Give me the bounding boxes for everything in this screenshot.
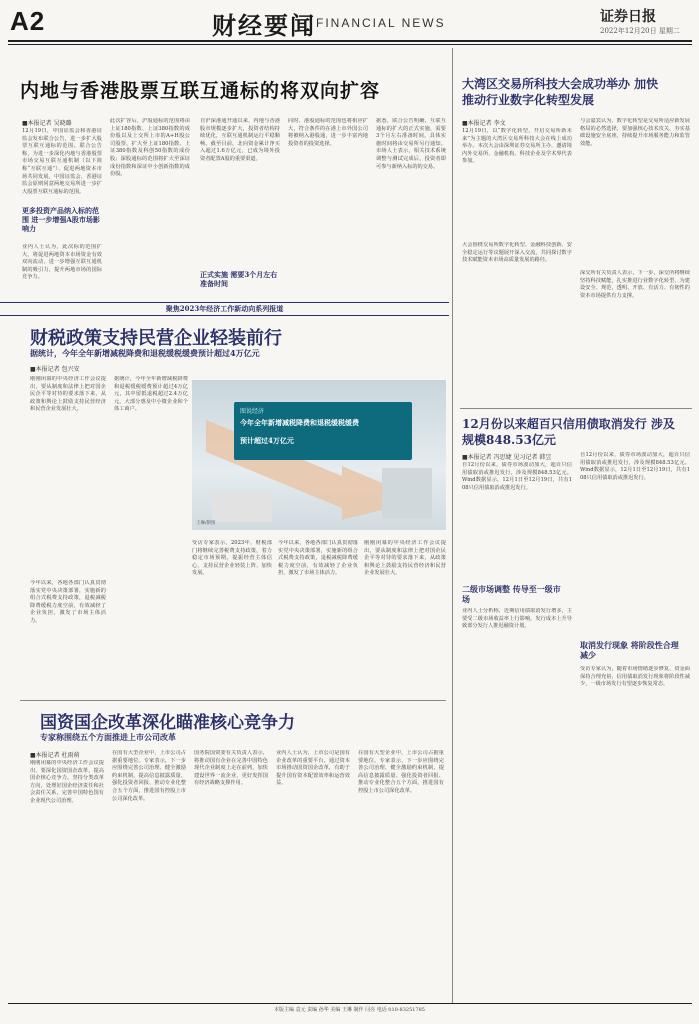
lead-body-col4: 同时，港股通标的范围也将相应扩大，符合条件的在港上市外国公司将被纳入港股通，进一步丰富内地投资者的投资选择。 [288, 118, 368, 147]
series-banner: 聚焦2023年经济工作新动向系列报道 [0, 302, 449, 316]
soe-body-col2: 在国有大型企业中，上市公司占据重要地位。专家表示，下一步应围绕完善公司治理、健全激励约束机制、提高信息披露质量、强化投资者回报、推动专业化整合五个方面，推进国有控股上市公司深化改革。 [112, 750, 186, 802]
side2-byline: ■本报记者 冯思婕 见习记者 韩昱 [462, 454, 552, 461]
soe-subheadline: 专家称围绕五个方面推进上市公司改革 [40, 732, 176, 742]
issue-date: 2022年12月20日 星期二 [600, 27, 680, 35]
tax-subheadline: 据统计，今年全年新增减税降费和退税缓税缓费预计超过4万亿元 [30, 348, 260, 358]
tax-body-col1b: 今年以来，各地各部门认真贯彻落实党中央决策部署，实施新的组合式税费支持政策，退税减税降费缓税力度空前，有效减轻了企业负担，激发了市场主体活力。 [30, 580, 106, 624]
side1-body-col2b: 深交所有关负责人表示，下一步，深交所将继续坚持科技赋能，扎实推进行业数字化转型，为建设安全、规范、透明、开放、有活力、有韧性的资本市场提供有力支撑。 [580, 270, 690, 299]
soe-byline: ■本报记者 杜雨萌 [30, 752, 80, 759]
soe-top-rule [20, 700, 446, 701]
side2-subhead-2: 取消发行现象 将阶段性合理减少 [580, 640, 679, 660]
soe-headline: 国资国企改革深化瞄准核心竞争力 [40, 713, 295, 733]
side1-body-col1b: 大会围绕交易所数字化转型、金融科技创新、安全稳定运行等议题展开深入交流，共同探讨数字技术赋能资本市场高质量发展的路径。 [462, 242, 572, 264]
lead-body-col1: 12月19日，中国证监会和香港证监会发布联合公告，进一步扩大股票互联互通标的范围。联合公告称，为进一步深化内地与香港股票市场交易互联互通机制（以下简称“互联互通”），促进两地资本市场共同发展，中国证监会、香港证监会原则同意两地交易所进一步扩大股票互联互通标的范围。 [22, 128, 102, 195]
footer-rule [8, 1003, 692, 1004]
side2-headline: 12月份以来超百只信用债取消发行 涉及规模848.53亿元 [462, 417, 675, 447]
lead-body-col5: 据悉，联合公告明确，互联互通标的扩大的正式实施，需要3个月左右准备时间，具体实施时间将由交易所另行通知。市场人士表示，相关技术系统调整与测试完成后，投资者即可参与新纳入标的的交易。 [376, 118, 446, 170]
tax-body-col3: 受访专家表示，2023年，财税部门将继续完善税费支持政策，着力稳定市场预期，提振经营主体信心，支持民营企业轻装上阵、加快发展。 [192, 540, 272, 577]
tax-byline: ■本报记者 包兴安 [30, 366, 80, 373]
tax-body-col5: 刚刚闭幕的中央经济工作会议提出，要从制度和法律上把对国企民企平等对待的要求落下来，从政策和舆论上鼓励支持民营经济和民营企业发展壮大。 [364, 540, 446, 577]
lead-byline: ■本报记者 吴晓璐 [22, 120, 72, 127]
lead-subhead-2: 正式实施 需要3个月左右准备时间 [200, 270, 278, 288]
side1-bottom-rule [460, 408, 692, 409]
illustration-label: 图说经济 [240, 408, 265, 415]
soe-body-col5: 在国有大型企业中，上市公司占据重要地位。专家表示，下一步应围绕完善公司治理、健全激励约束机制、提高信息披露质量、强化投资者回报、推动专业化整合五个方面，推进国有控股上市公司深化改革。 [358, 750, 444, 794]
soe-body-col4: 业内人士认为，上市公司是国有企业改革的重要平台，通过资本市场推动国资国企改革，有助于提升国有资本配置效率和运营效益。 [276, 750, 350, 787]
side1-headline: 大湾区交易所科技大会成功举办 加快推动行业数字化转型发展 [462, 77, 659, 107]
illustration-credit: 王琳/制图 [196, 521, 216, 526]
side2-body-col1b: 业内人士分析称，近期信用债取消发行增多，主要受二级市场收益率上行影响，发行成本上升导致部分发行人推迟融资计划。 [462, 608, 572, 630]
tax-body-col2: 据统计，今年全年新增减税降费和退税缓税缓费预计超过4万亿元，其中留抵退税超过2.4万亿元，大部分惠及中小微企业和个体工商户。 [114, 376, 188, 413]
illustration-line-2: 预计超过4万亿元 [240, 436, 294, 445]
side2-body-col2b: 受访专家认为，随着市场情绪逐步修复、资金面保持合理充裕，信用债取消发行现象将阶段性减少，一级市场发行有望逐步恢复常态。 [580, 666, 690, 688]
side1-byline: ■本报记者 李文 [462, 120, 506, 127]
side2-body-col2: 自12月份以来，债券市场波动加大，超百只信用债取消或推迟发行，涉及规模848.53亿元。Wind数据显示，12月1日至12月19日，共有108只信用债取消或推迟发行。 [580, 452, 690, 481]
soe-body-col3: 国务院国资委有关负责人表示，将推动国有企业在完善中国特色现代企业制度上走在前列，加快建设世界一流企业，更好发挥国有经济战略支撑作用。 [194, 750, 268, 787]
side2-body-col1: 自12月份以来，债券市场波动加大，超百只信用债取消或推迟发行，涉及规模848.53亿元。Wind数据显示，12月1日至12月19日，共有108只信用债取消或推迟发行。 [462, 462, 572, 491]
side2-subhead-1: 二级市场调整 传导至一级市场 [462, 584, 561, 604]
page-number: A2 [10, 6, 46, 36]
lead-headline: 内地与香港股票互联互通标的将双向扩容 [20, 80, 381, 102]
lead-body-col1b: 业内人士认为，此次标的范围扩大，将促进两地资本市场资金有效双向流动，进一步增强互联互通机制的吸引力，提升两地市场的国际竞争力。 [22, 244, 102, 281]
illustration-caption-card [234, 402, 412, 460]
side1-body-col2: 与会嘉宾认为，数字化转型是交易所适应新发展格局的必然选择，要加强核心技术攻关，夯实基础设施安全底座，持续提升市场服务能力和监管效能。 [580, 118, 690, 147]
header-rule-thin [8, 44, 692, 45]
side1-body-col1: 12月19日，以“数字化转型，开启交易所新未来”为主题的大湾区交易所科技大会在线上成功举办。本次大会由深圳证券交易所主办，邀请境内外交易所、金融机构、科技企业及学术界代表参加。 [462, 128, 572, 165]
column-divider [452, 48, 453, 1003]
newspaper-masthead: 证券日报 [600, 9, 656, 25]
tax-body-col4: 今年以来，各地各部门认真贯彻落实党中央决策部署，实施新的组合式税费支持政策，退税减税降费缓税力度空前，有效减轻了企业负担，激发了市场主体活力。 [278, 540, 358, 577]
header-rule [8, 40, 692, 42]
lead-subhead-1-text: 更多投资产品纳入标的范围 进一步增强A股市场影响力 [22, 206, 104, 233]
page-footer: 本版主编 袁元 责编 孙华 美编 王琳 制作 闫亮 电话 010-83251785 [274, 1007, 425, 1013]
tax-headline: 财税政策支持民营企业轻装前行 [30, 328, 282, 349]
soe-body-col1: 刚刚闭幕的中央经济工作会议提出，要深化国资国企改革，提高国企核心竞争力。坚持分类改革方向，处理好国企经济责任和社会责任关系，完善中国特色国有企业现代公司治理。 [30, 760, 104, 804]
section-title-en: FINANCIAL NEWS [316, 16, 446, 30]
tax-illustration [192, 380, 446, 530]
lead-body-col2: 此次扩容后，沪股通标的范围将由上证180指数、上证380指数的成份股以及上交所上市的A+H股公司股票，扩大至上证180指数、上证380指数及科创50指数的成份股；深股通标的范围将扩大至深证成份指数和深证中小创新指数的成份股。 [110, 118, 190, 178]
section-title: 财经要闻 [212, 11, 316, 40]
tax-body-col1: 刚刚闭幕的中央经济工作会议提出，要从制度和法律上把对国企民企平等对待的要求落下来，从政策和舆论上鼓励支持民营经济和民营企业发展壮大。 [30, 376, 106, 413]
illustration-line-1: 今年全年新增减税降费和退税缓税缓费 [240, 418, 359, 427]
lead-body-col3: 自沪深港通开通以来，内地与香港股市规模逐步扩大，投资者结构持续优化，互联互通机制运行平稳顺畅。截至目前，北向资金累计净买入超过1.6万亿元，已成为境外投资者配置A股的重要渠道。 [200, 118, 280, 162]
